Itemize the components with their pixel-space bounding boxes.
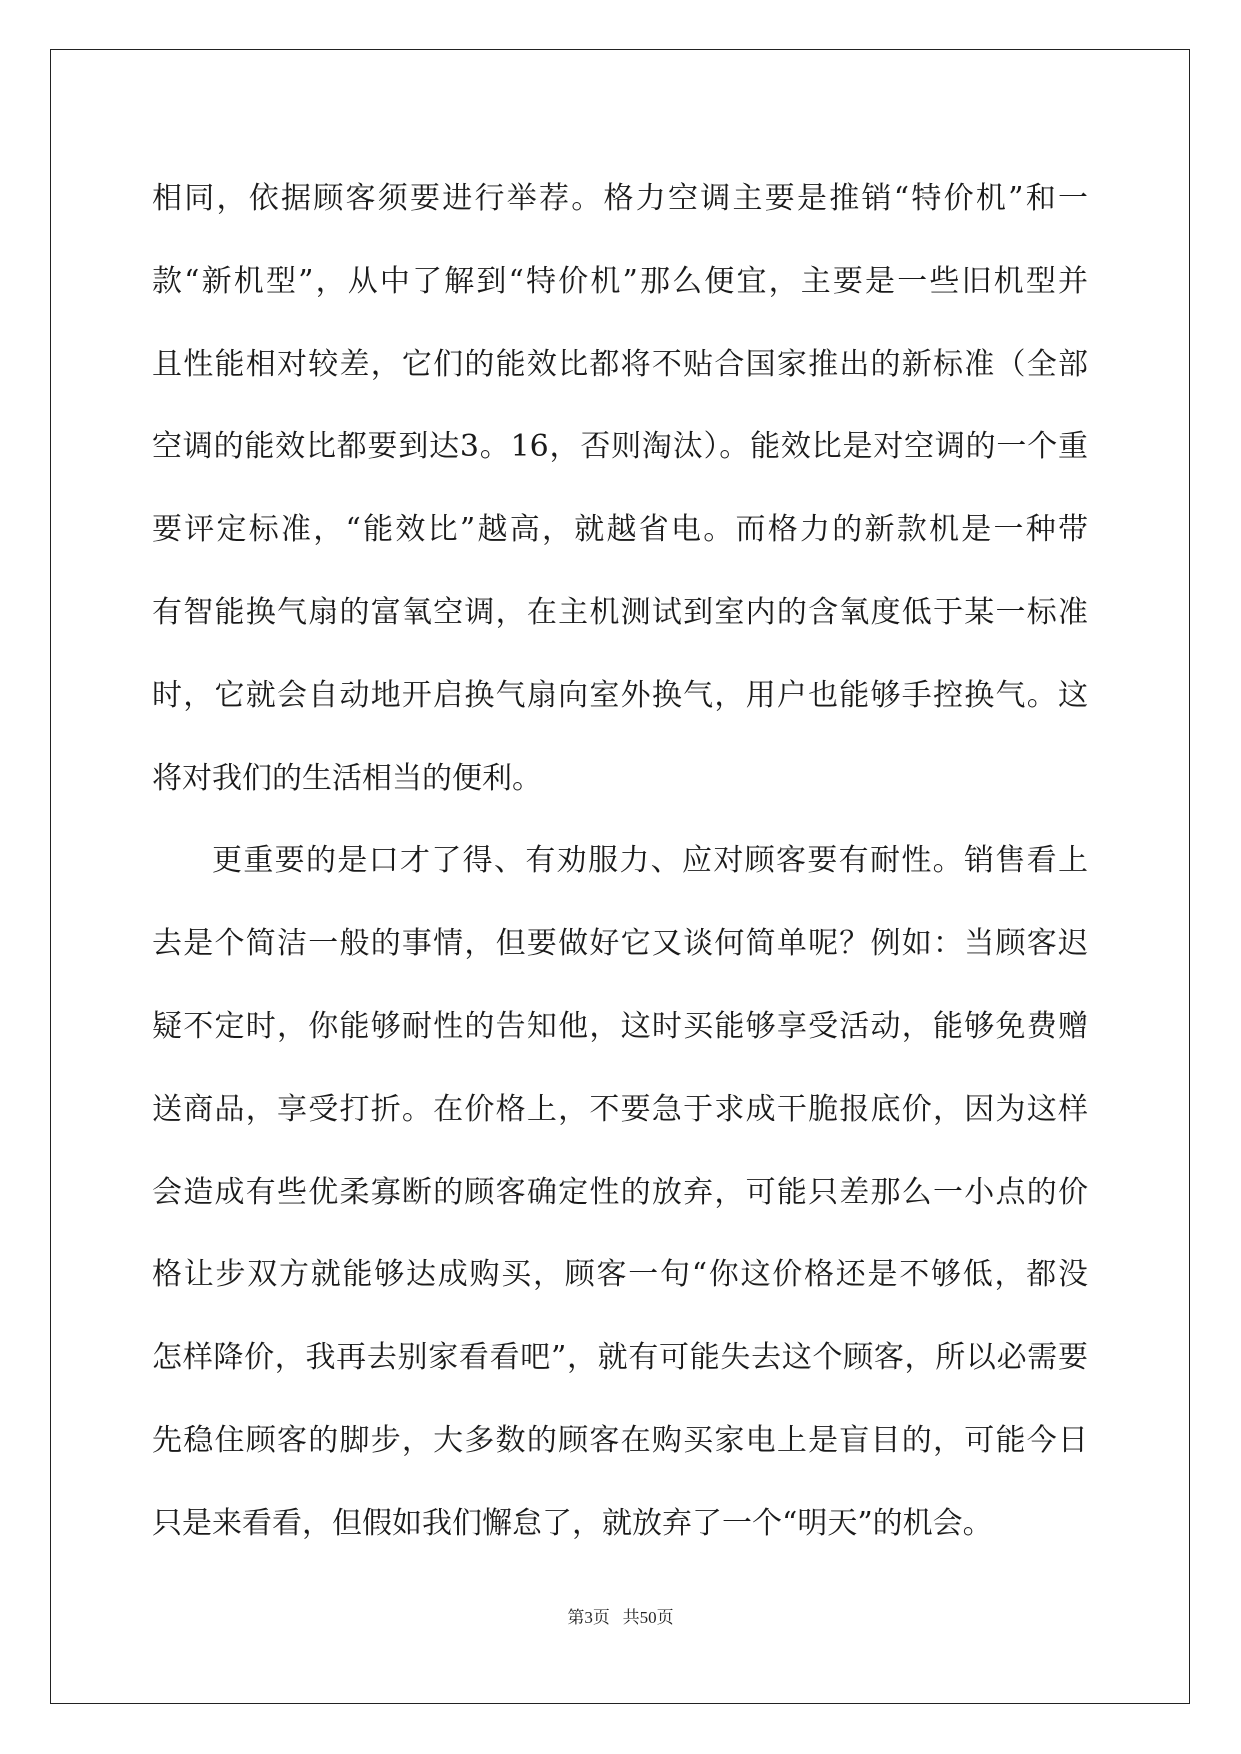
paragraph-line: 会造成有些优柔寡断的顾客确定性的放弃，可能只差那么一小点的价 — [152, 1174, 1088, 1210]
page-footer — [0, 1603, 1241, 1628]
paragraph-line: 款“新机型”，从中了解到“特价机”那么便宜，主要是一些旧机型并 — [152, 263, 1088, 299]
paragraph-line: 相同，依据顾客须要进行举荐。格力空调主要是推销“特价机”和一 — [152, 181, 1088, 216]
paragraph-line: 要评定标准，“能效比”越高，就越省电。而格力的新款机是一种带 — [152, 512, 1088, 548]
paragraph-line: 先稳住顾客的脚步，大多数的顾客在购买家电上是盲目的，可能今日 — [152, 1422, 1088, 1458]
paragraph-line: 疑不定时，你能够耐性的告知他，这时买能够享受活动，能够免费赠 — [152, 1008, 1088, 1044]
paragraph-line: 空调的能效比都要到达3。16，否则淘汰）。能效比是对空调的一个重 — [152, 429, 1088, 465]
paragraph-line: 有智能换气扇的富氧空调，在主机测试到室内的含氧度低于某一标准 — [152, 594, 1088, 630]
page-total: 共50页 — [622, 1608, 674, 1627]
paragraph-line: 送商品，享受打折。在价格上，不要急于求成干脆报底价，因为这样 — [152, 1091, 1088, 1127]
paragraph-line: 只是来看看，但假如我们懈怠了，就放弃了一个“明天”的机会。 — [152, 1505, 993, 1541]
paragraph-line: 去是个简洁一般的事情，但要做好它又谈何简单呢？例如：当顾客迟 — [152, 926, 1088, 962]
page-number: 第3页 — [567, 1608, 610, 1627]
paragraph-line: 更重要的是口才了得、有劝服力、应对顾客要有耐性。销售看上 — [212, 843, 1088, 879]
paragraph-line: 且性能相对较差，它们的能效比都将不贴合国家推出的新标准（全部 — [152, 346, 1088, 382]
paragraph-line: 将对我们的生活相当的便利。 — [152, 760, 542, 796]
paragraph-line: 怎样降价，我再去别家看看吧”，就有可能失去这个顾客，所以必需要 — [152, 1340, 1088, 1376]
document-body — [152, 158, 1088, 1566]
paragraph-line: 时，它就会自动地开启换气扇向室外换气，用户也能够手控换气。这 — [152, 677, 1088, 713]
paragraph-line: 格让步双方就能够达成购买，顾客一句“你这价格还是不够低，都没 — [152, 1257, 1088, 1293]
